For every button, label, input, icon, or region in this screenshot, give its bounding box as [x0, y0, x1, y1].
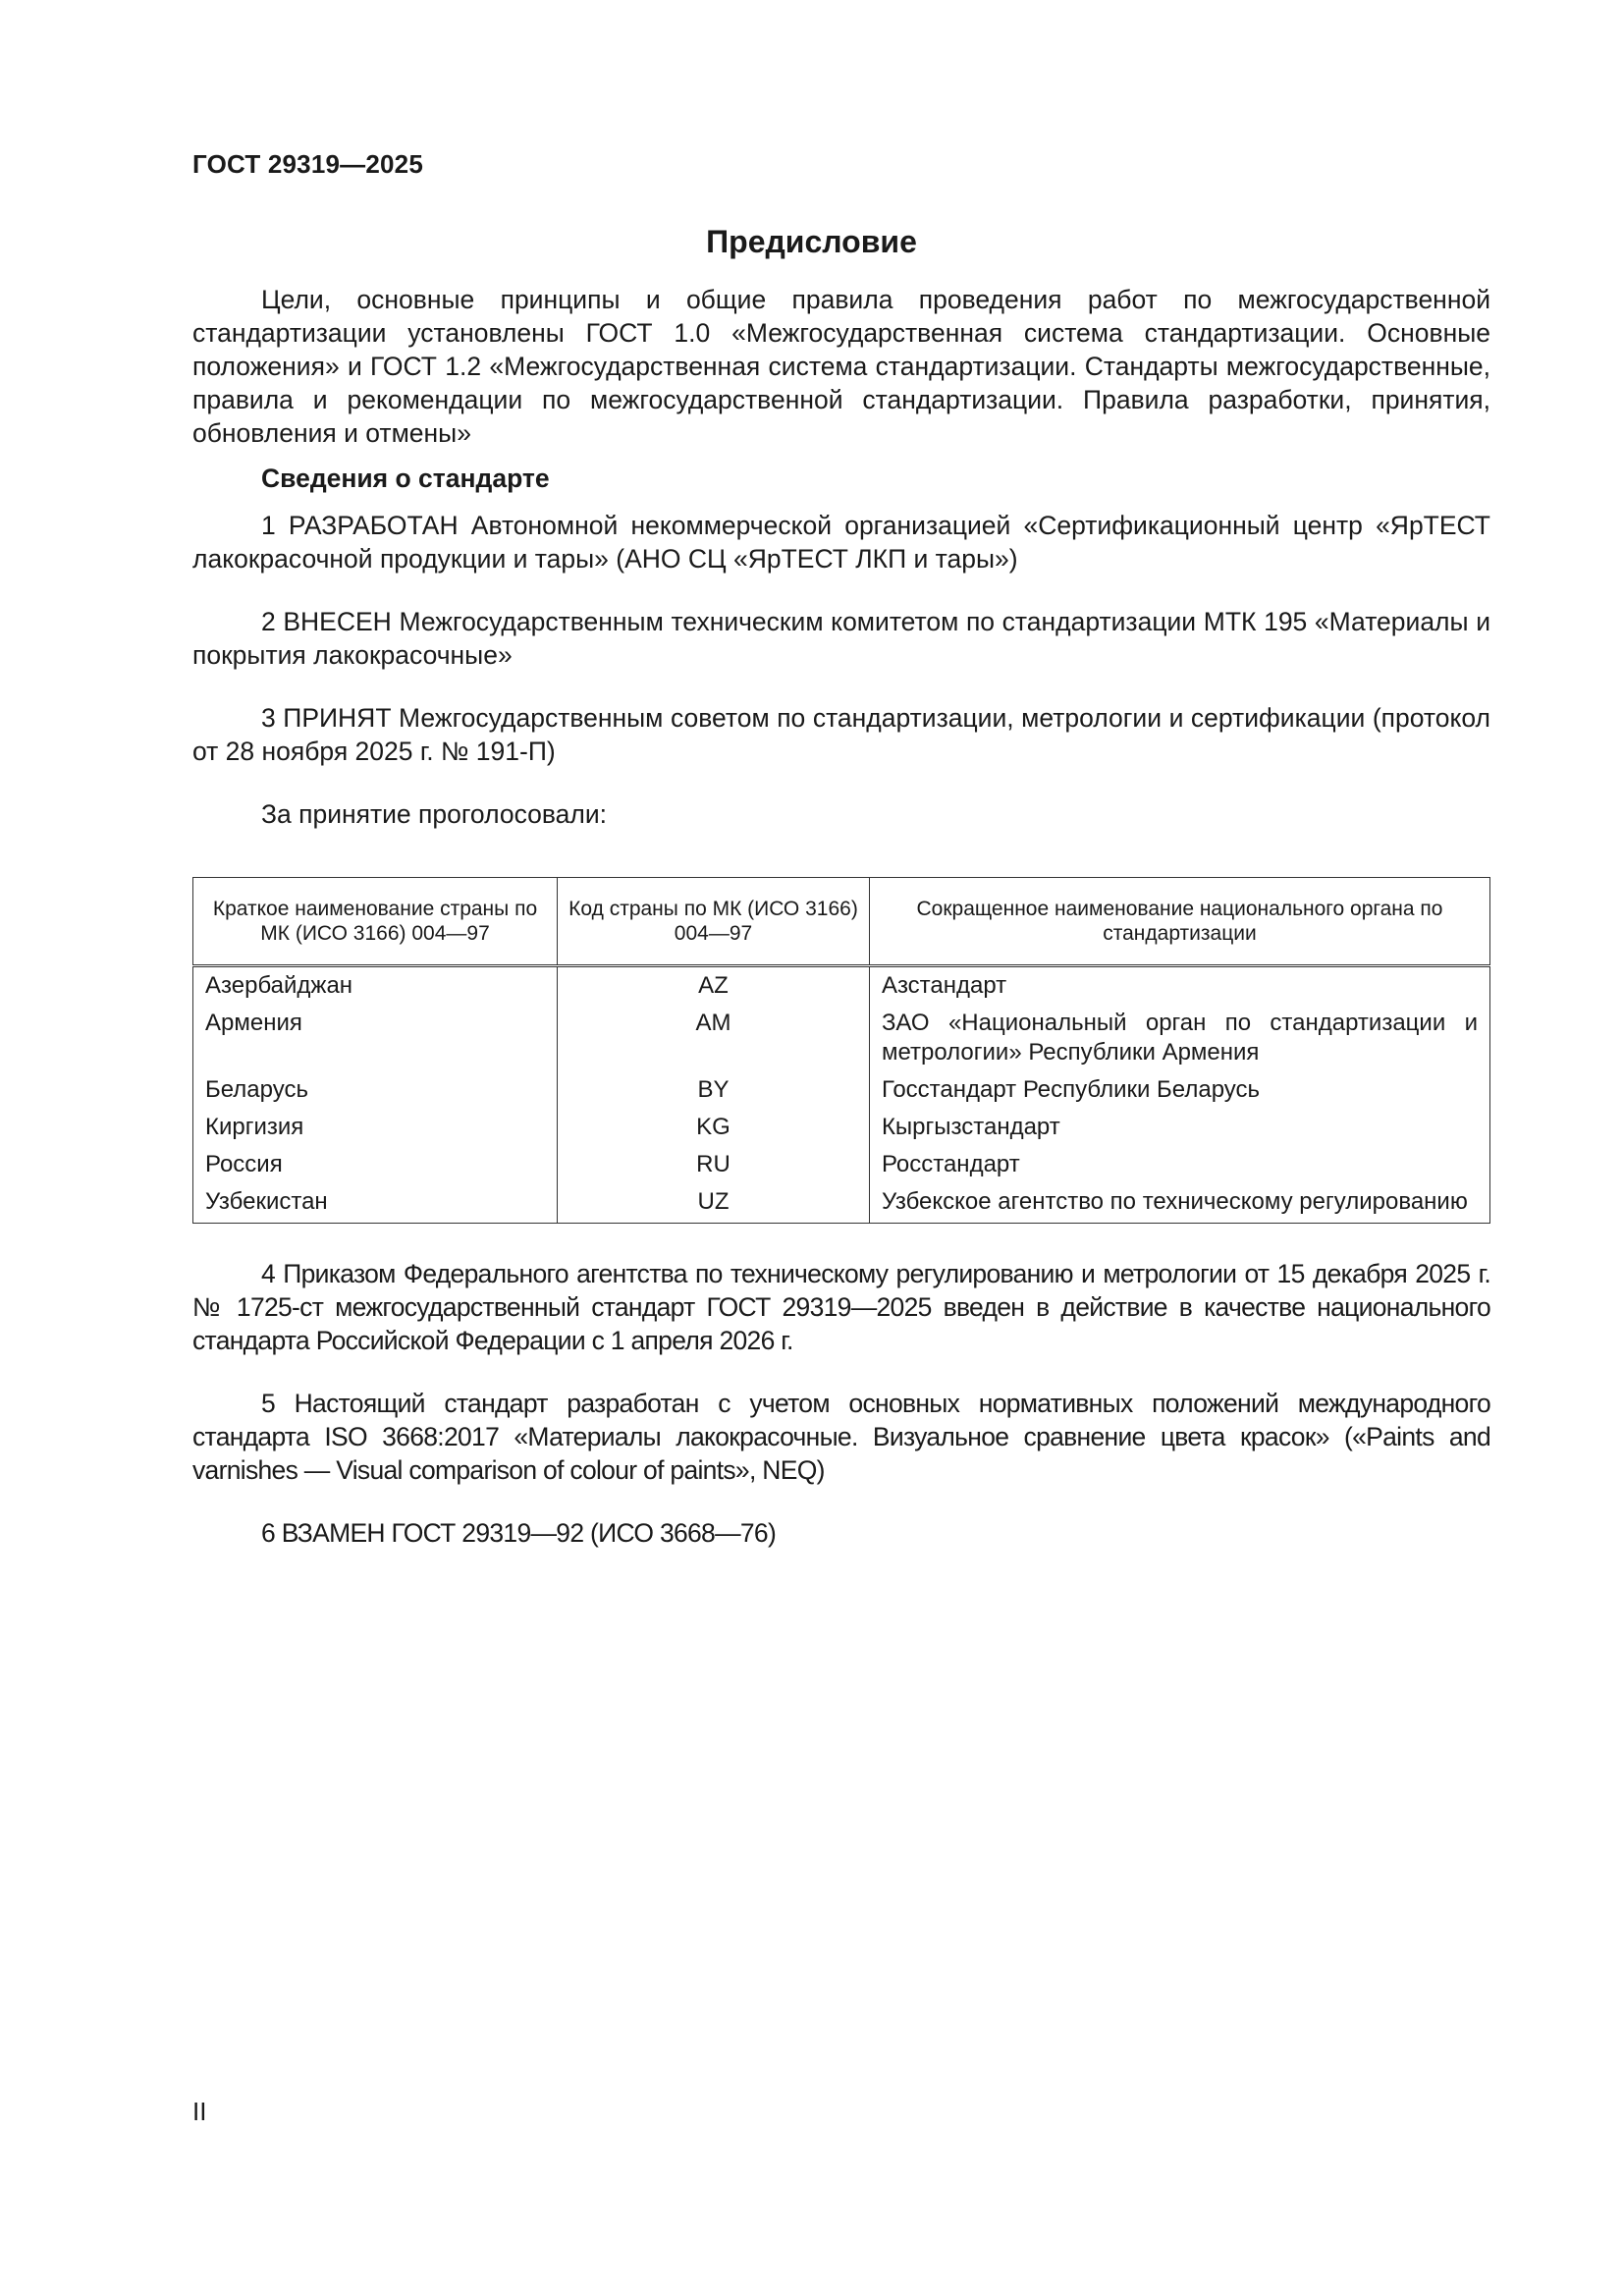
table-row [193, 1146, 1490, 1183]
country-name: Беларусь [193, 1071, 558, 1109]
foreword-content [192, 283, 1490, 831]
country-name: Армения [193, 1005, 558, 1071]
item-enacted: 4 Приказом Федерального агентства по техническому регулированию и метрологии от 15 декабря 2025 г. № 1725-ст межгосударственный стандарт ГОСТ 29319—2025 введен в действие в качестве национального стандарта Российской Федерации с 1 апреля 2026 г. [192, 1259, 1490, 1355]
table-row [193, 1183, 1490, 1224]
national-body: Госстандарт Республики Беларусь [869, 1071, 1489, 1109]
national-body: ЗАО «Национальный орган по стандартизации и метрологии» Республики Армения [869, 1005, 1489, 1071]
national-body: Азстандарт [869, 966, 1489, 1006]
item-developed: 1 РАЗРАБОТАН Автономной некоммерческой организацией «Сертификационный центр «ЯрТЕСТ лакокрасочной продукции и тары» (АНО СЦ «ЯрТЕСТ ЛКП и тары») [192, 511, 1490, 574]
header-country-name: Краткое наименование страны по МК (ИСО 3166) 004—97 [193, 878, 558, 966]
foreword-content-continued [192, 1257, 1490, 1550]
item-replaces: 6 ВЗАМЕН ГОСТ 29319—92 (ИСО 3668—76) [261, 1518, 777, 1548]
header-national-body: Сокращенное наименование национального органа по стандартизации [869, 878, 1489, 966]
country-name: Россия [193, 1146, 558, 1183]
item-international-basis: 5 Настоящий стандарт разработан с учетом основных нормативных положений международного стандарта ISO 3668:2017 «Материалы лакокрасочные. Визуальное сравнение цвета красок» («Paints and varnishes — Visual comparison of colour of paints», NEQ) [192, 1389, 1490, 1485]
country-code: AM [558, 1005, 870, 1071]
vote-caption: За принятие проголосовали: [261, 799, 608, 829]
table-row [193, 1109, 1490, 1146]
national-body: Кыргызстандарт [869, 1109, 1489, 1146]
info-heading: Сведения о стандарте [261, 464, 550, 493]
item-submitted: 2 ВНЕСЕН Межгосударственным техническим комитетом по стандартизации МТК 195 «Материалы и покрытия лакокрасочные» [192, 607, 1490, 670]
page-title: Предисловие [706, 224, 917, 259]
country-code: RU [558, 1146, 870, 1183]
voting-countries-table [192, 877, 1490, 1224]
item-adopted: 3 ПРИНЯТ Межгосударственным советом по стандартизации, метрологии и сертификации (протокол от 28 ноября 2025 г. № 191-П) [192, 703, 1490, 766]
country-code: BY [558, 1071, 870, 1109]
table-row [193, 1071, 1490, 1109]
table-row [193, 966, 1490, 1006]
country-name: Киргизия [193, 1109, 558, 1146]
country-code: AZ [558, 966, 870, 1006]
country-name: Узбекистан [193, 1183, 558, 1224]
national-body: Узбекское агентство по техническому регулированию [869, 1183, 1489, 1224]
country-name: Азербайджан [193, 966, 558, 1006]
table-header-row [193, 878, 1490, 966]
national-body: Росстандарт [869, 1146, 1489, 1183]
table-row [193, 1005, 1490, 1071]
intro-paragraph: Цели, основные принципы и общие правила проведения работ по межгосударственной стандартизации установлены ГОСТ 1.0 «Межгосударственная система стандартизации. Основные положения» и ГОСТ 1.2 «Межгосударственная система стандартизации. Стандарты межгосударственные, правила и рекомендации по межгосударственной стандартизации. Правила разработки, принятия, обновления и отмены» [192, 285, 1490, 448]
country-code: KG [558, 1109, 870, 1146]
header-country-code: Код страны по МК (ИСО 3166) 004—97 [558, 878, 870, 966]
page-number: II [192, 2097, 207, 2126]
country-code: UZ [558, 1183, 870, 1224]
standard-code-header: ГОСТ 29319—2025 [192, 149, 423, 179]
